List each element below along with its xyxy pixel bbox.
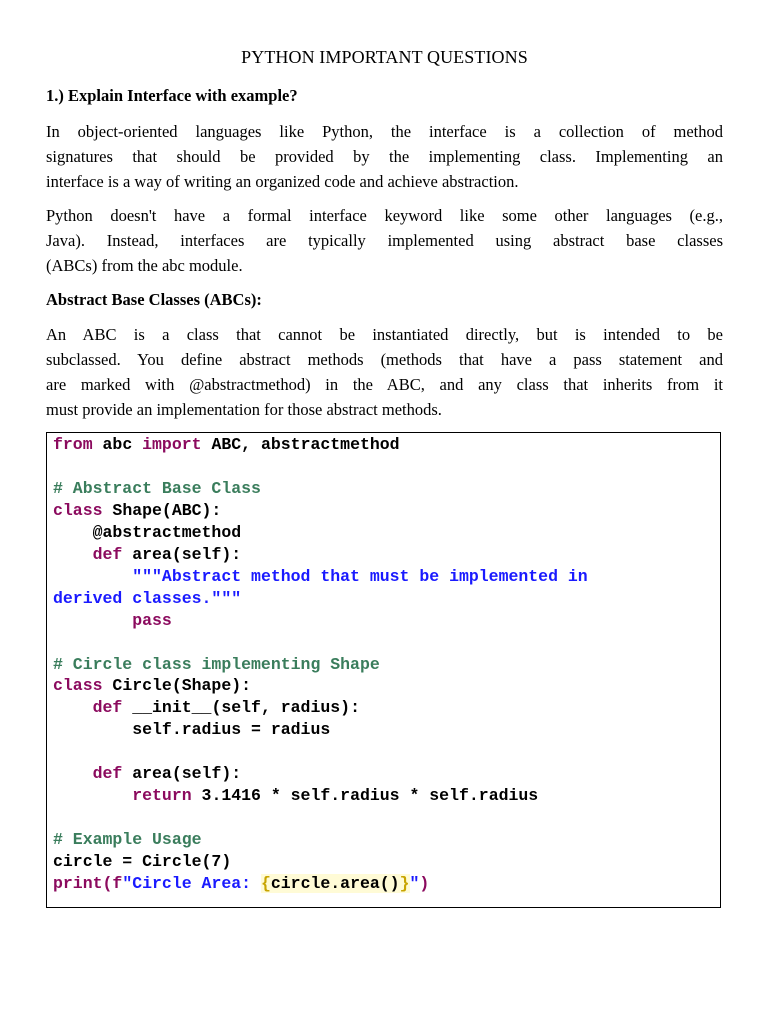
code-indent [53,545,93,564]
paragraph-line: subclassed. You define abstract methods (methods that have a pass statement and [46,350,723,369]
code-keyword: def [92,698,123,718]
paragraph-line: Java). Instead, interfaces are typically implemented using abstract base classes [46,231,723,250]
code-indent [53,611,132,630]
code-text: area(self): [122,764,242,784]
code-indent [53,698,93,717]
code-docstring: """Abstract method that must be implemented in [132,566,588,586]
code-keyword: print [53,874,103,894]
code-text: Circle(Shape): [102,676,252,696]
code-expression: circle.area() [270,874,400,894]
code-string: "Circle Area: [122,874,261,894]
code-text: abc [92,435,143,454]
code-comment: # Circle class implementing Shape [53,654,380,674]
paragraph-line: Python doesn't have a formal interface keyword like some other languages (e.g., [46,206,723,225]
code-block [53,434,588,895]
paragraph-line: (ABCs) from the abc module. [46,256,243,275]
paragraph-line: An ABC is a class that cannot be instantiated directly, but is intended to be [46,325,723,344]
code-keyword: def [92,544,123,564]
paragraph-line: In object-oriented languages like Python, the interface is a collection of method [46,122,723,141]
abc-subheading: Abstract Base Classes (ABCs): [46,290,262,309]
code-keyword: pass [132,610,172,630]
code-text: 3.1416 * self.radius * self.radius [191,786,539,806]
paragraph-line: signatures that should be provided by the implementing class. Implementing an [46,147,723,166]
code-keyword: class [53,500,103,520]
code-string: " [409,874,420,894]
code-keyword: ) [419,874,430,894]
paragraph-python-interfaces [46,203,723,278]
code-indent [53,764,93,783]
paragraph-line: interface is a way of writing an organized code and achieve abstraction. [46,172,519,191]
code-comment: # Example Usage [53,830,202,850]
code-keyword: def [92,764,123,784]
code-indent [53,567,132,586]
code-text: ABC, abstractmethod [201,435,400,454]
code-keyword: from [53,435,93,454]
code-keyword: class [53,676,103,696]
code-text: area(self): [122,544,242,564]
paragraph-interface-definition [46,119,723,194]
question-heading: 1.) Explain Interface with example? [46,86,298,105]
code-indent [53,786,132,805]
code-keyword: return [132,786,192,806]
paragraph-line: are marked with @abstractmethod) in the ABC, and any class that inherits from it [46,375,723,394]
code-keyword: import [142,435,202,454]
code-text: __init__(self, radius): [122,698,360,718]
page-title: PYTHON IMPORTANT QUESTIONS [241,47,528,67]
code-comment: # Abstract Base Class [53,478,261,498]
code-brace: { [260,874,271,894]
code-decorator: @abstractmethod [53,522,242,542]
paragraph-abc-explanation [46,322,723,422]
code-example-box [46,432,721,908]
code-text: circle = Circle(7) [53,852,232,872]
code-keyword: (f [102,874,123,894]
paragraph-line: must provide an implementation for those abstract methods. [46,400,442,419]
code-docstring: derived classes.""" [53,588,242,608]
code-text: Shape(ABC): [102,500,222,520]
code-brace: } [399,874,410,894]
code-text: self.radius = radius [53,720,331,740]
